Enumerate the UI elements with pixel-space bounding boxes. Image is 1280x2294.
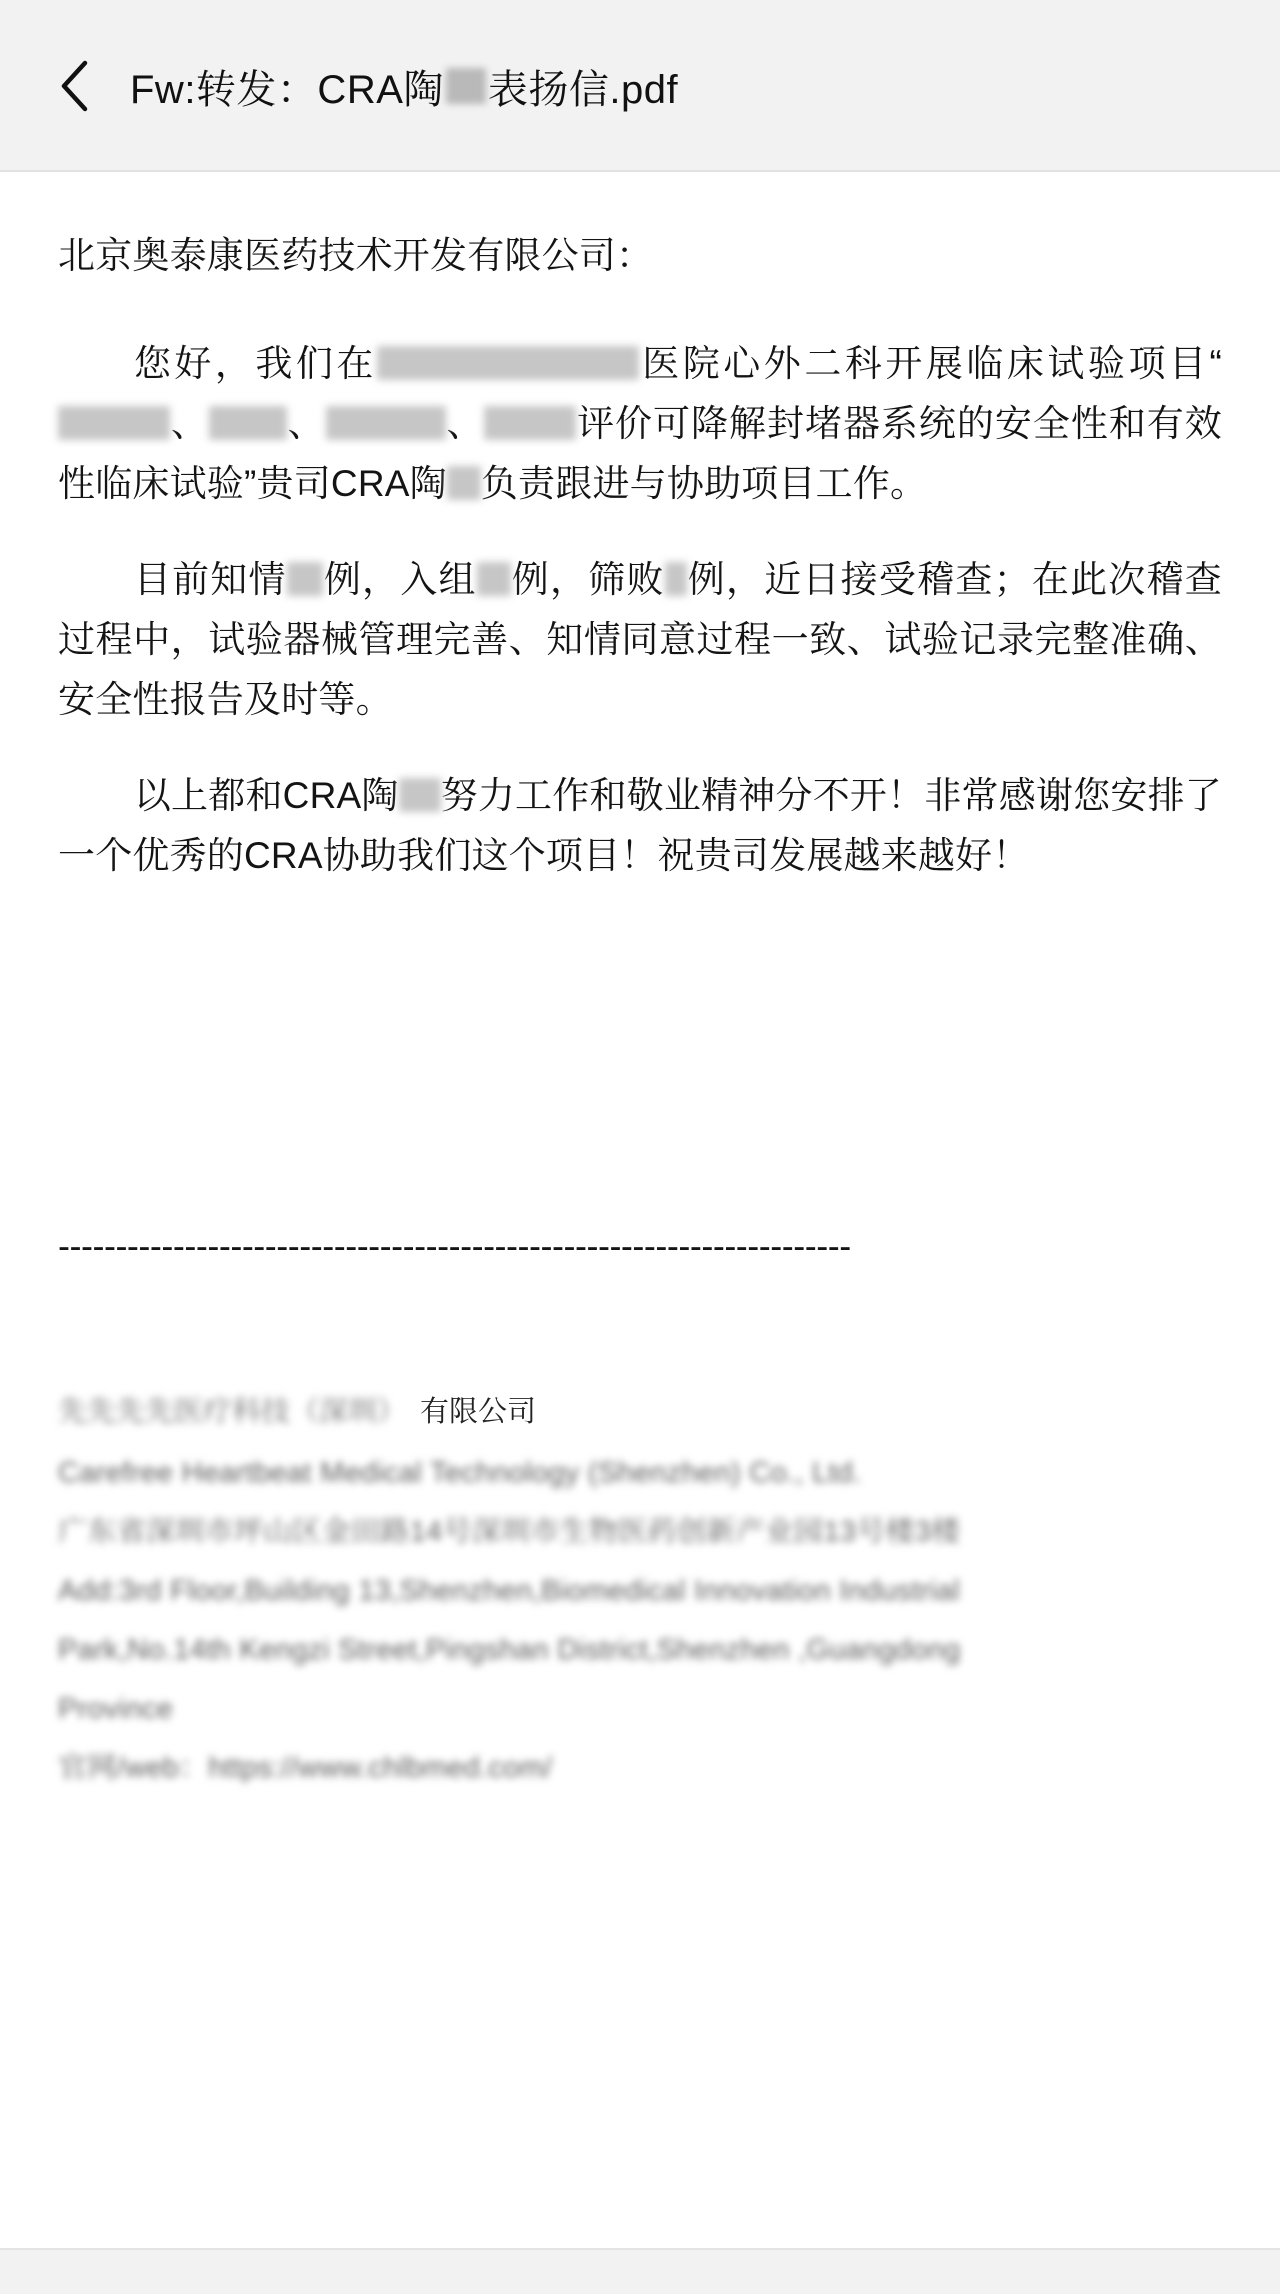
page-title-suffix: 表扬信.pdf bbox=[487, 67, 679, 112]
redacted-cra-name-1 bbox=[447, 466, 481, 500]
paragraph-1-part-1: 您好，我们在 bbox=[133, 342, 377, 384]
header-divider bbox=[0, 170, 1280, 172]
chevron-left-icon bbox=[57, 57, 93, 115]
paragraph-2 bbox=[58, 550, 1222, 730]
redacted-hospital-name bbox=[377, 346, 639, 380]
company-website: 官网/web：https://www.chlbmed.com/ bbox=[58, 1751, 553, 1784]
signature-company-line bbox=[58, 1390, 1222, 1434]
paragraph-2-part-3: 例，筛败 bbox=[510, 558, 665, 600]
back-button[interactable] bbox=[46, 57, 104, 115]
company-address-en-line-3: Province bbox=[58, 1692, 174, 1725]
signature-divider: --------------------------------------------------------------------- bbox=[58, 1225, 851, 1267]
signature-block bbox=[58, 1390, 1222, 1792]
redacted-project-term-4 bbox=[484, 406, 576, 440]
signature-details bbox=[58, 1450, 1222, 1792]
redacted-count-informed bbox=[287, 562, 323, 596]
company-address-en-line-2: Park,No.14th Kengzi Street,Pingshan District,Shenzhen ,Guangdong bbox=[58, 1633, 961, 1666]
paragraph-3-part-1: 以上都和CRA陶 bbox=[133, 774, 399, 816]
redacted-project-term-1 bbox=[58, 406, 170, 440]
paragraph-1-sep-1: 、 bbox=[170, 402, 209, 444]
redacted-cra-name-2 bbox=[399, 778, 441, 812]
paragraph-2-part-2: 例，入组 bbox=[322, 558, 477, 600]
app-header bbox=[0, 0, 1280, 172]
paragraph-1-sep-3: 、 bbox=[445, 402, 485, 444]
company-name-suffix: 有限公司 bbox=[420, 1395, 537, 1428]
redacted-project-term-2 bbox=[209, 406, 287, 440]
page-title bbox=[130, 58, 678, 115]
redacted-company-name-cn: 先先先先医疗科技（深圳） bbox=[58, 1395, 407, 1428]
bottom-bar bbox=[0, 2248, 1280, 2294]
content-spacer bbox=[58, 921, 1222, 1221]
paragraph-2-part-4: 例，近日接受稽查；在此次稽查过程中，试验器械管理完善、知情同意过程一致、试验记录完整准确、安全性报告及时等。 bbox=[58, 558, 1222, 720]
paragraph-1-part-2: 医院心外二科开展临床试验项目“ bbox=[638, 342, 1222, 384]
company-address-en-line-1: Add:3rd Floor,Building 13,Shenzhen,Biomedical Innovation Industrial bbox=[58, 1574, 960, 1607]
paragraph-3 bbox=[58, 766, 1222, 886]
company-name-en: Carefree Heartbeat Medical Technology (Shenzhen) Co., Ltd. bbox=[58, 1456, 862, 1489]
paragraph-2-part-1: 目前知情 bbox=[133, 558, 287, 600]
paragraph-3-part-2: 努力工作和敬业精神分不开！非常感谢您安排了一个优秀的CRA协助我们这个项目！祝贵司发展越来越好！ bbox=[58, 774, 1222, 876]
document-body bbox=[0, 172, 1280, 1792]
page-title-prefix: Fw:转发：CRA陶 bbox=[130, 67, 444, 112]
company-address-cn: 广东省深圳市坪山区金田路14号深圳市生物医药创新产业园13号楼3楼 bbox=[58, 1515, 961, 1548]
paragraph-1-part-4: 负责跟进与协助项目工作。 bbox=[480, 462, 928, 504]
redacted-name-block bbox=[446, 68, 486, 104]
redacted-count-screen-fail bbox=[665, 562, 687, 596]
paragraph-1-part-3: 评价可降解封堵器系统的安全性和有效性临床试验”贵司CRA陶 bbox=[58, 402, 1222, 504]
redacted-count-enrolled bbox=[477, 562, 511, 596]
redacted-project-term-3 bbox=[326, 406, 446, 440]
paragraph-1-sep-2: 、 bbox=[286, 402, 326, 444]
paragraph-1 bbox=[58, 334, 1222, 514]
salutation-line: 北京奥泰康医药技术开发有限公司： bbox=[58, 235, 654, 276]
